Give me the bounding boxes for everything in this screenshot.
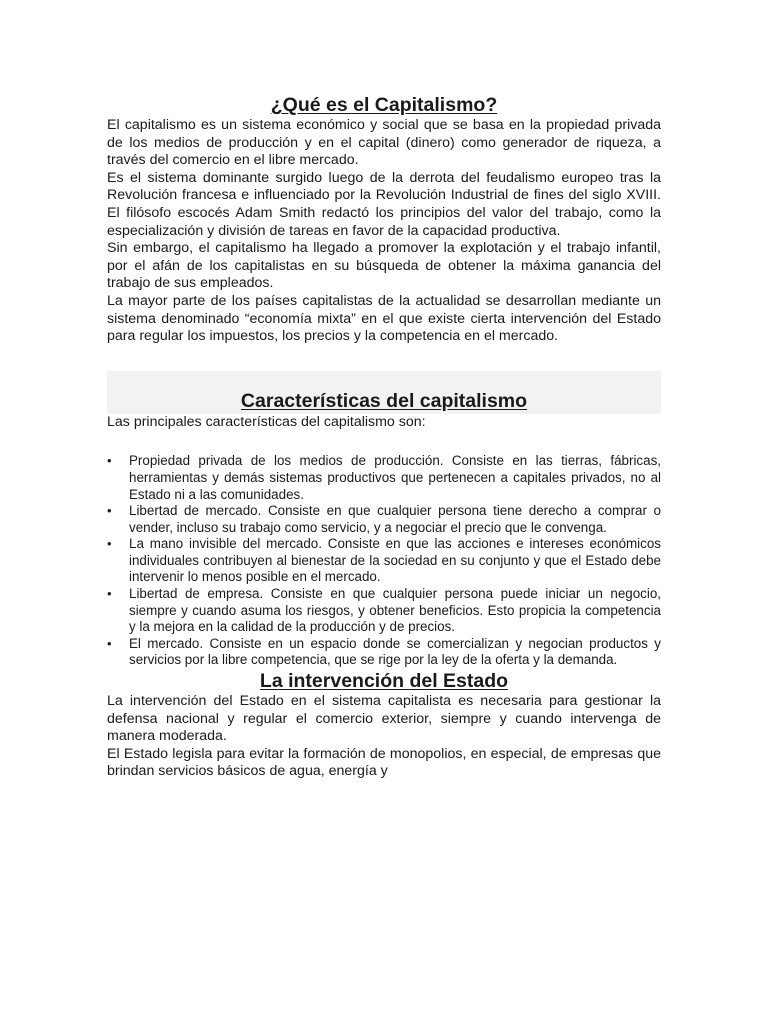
list-item [107,636,661,669]
list-item [107,503,661,536]
list-item-text: Libertad de empresa. Consiste en que cualquier persona puede iniciar un negocio, siempre y cuando asuma los riesgos, y obtener beneficios. Esto propicia la competencia y la mejora en la calidad de la producción y de precios. [129,586,661,635]
paragraph-monopolies: El Estado legisla para evitar la formación de monopolios, en especial, de empresas que brindan servicios básicos de agua, energía y [107,745,661,780]
bullet-icon: • [107,503,112,519]
bullet-icon: • [107,635,112,651]
document-page [107,0,661,781]
list-item-text: Propiedad privada de los medios de producción. Consiste en las tierras, fábricas, herramientas y demás sistemas productivos que pertenecen a capitales privados, no al Estado ni a las comunidades. [129,453,661,502]
section-heading-state: La intervención del Estado [259,670,509,693]
list-item [107,536,661,586]
paragraph-history: Es el sistema dominante surgido luego de la derrota del feudalismo europeo tras la Revolución francesa e influenciado por la Revolución Industrial de fines del siglo XVIII. El filósofo escocés Adam Smith redactó los principios del valor del trabajo, como la especialización y división de tareas en favor de la capacidad productiva. [107,169,661,239]
paragraph-state-intervention: La intervención del Estado en el sistema capitalista es necesaria para gestionar la defensa nacional y regular el comercio exterior, siempre y cuando intervenga de manera moderada. [107,693,661,745]
paragraph-mixed-economy: La mayor parte de los países capitalistas de la actualidad se desarrollan mediante un sistema denominado “economía mixta” en el que existe cierta intervención del Estado para regular los impuestos, los precios y la competencia en el mercado. [107,292,661,345]
bullet-icon: • [107,586,112,602]
section-header-band [107,371,661,414]
paragraph-definition: El capitalismo es un sistema económico y social que se basa en la propiedad privada de los medios de producción y en el capital (dinero) como generador de riqueza, a través del comercio en el libre mercado. [107,117,661,169]
list-item [107,586,661,636]
list-item-text: Libertad de mercado. Consiste en que cualquier persona tiene derecho a comprar o vender, incluso su trabajo como servicio, y a negociar el precio que le convenga. [129,503,661,535]
list-item-text: La mano invisible del mercado. Consiste en que las acciones e intereses económicos individuales contribuyen al bienestar de la sociedad en su conjunto y que el Estado debe intervenir lo menos posible en el mercado. [129,536,661,585]
section-heading-characteristics: Características del capitalismo [240,389,528,412]
characteristics-intro: Las principales características del capitalismo son: [107,413,426,430]
list-item [107,453,661,503]
list-item-text: El mercado. Consiste en un espacio donde se comercializan y negocian productos y servicios por la libre competencia, que se rige por la ley de la oferta y la demanda. [129,635,661,668]
bullet-icon: • [107,453,112,469]
bullet-icon: • [107,536,112,552]
characteristics-list [107,453,661,669]
paragraph-criticism: Sin embargo, el capitalismo ha llegado a promover la explotación y el trabajo infantil, por el afán de los capitalistas en su búsqueda de obtener la máxima ganancia del trabajo de sus empleados. [107,240,661,292]
page-title: ¿Qué es el Capitalismo? [270,94,498,116]
